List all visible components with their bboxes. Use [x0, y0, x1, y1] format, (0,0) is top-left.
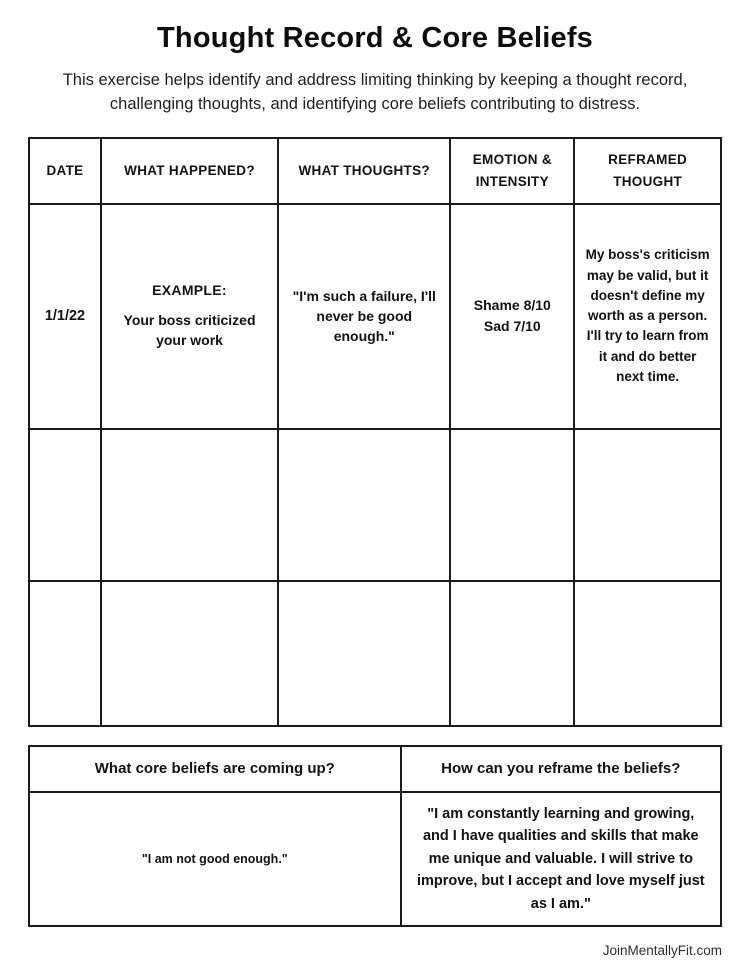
- example-what-thoughts-cell: [278, 204, 450, 429]
- header-what-happened: WHAT HAPPENED?: [101, 138, 278, 204]
- blank-what-thoughts-cell: [278, 429, 450, 581]
- example-emotion-cell: [450, 204, 574, 429]
- core-belief-text: "I am not good enough.": [141, 851, 288, 866]
- blank-reframed-cell: [574, 429, 721, 581]
- page-subtitle: This exercise helps identify and address limiting thinking by keeping a thought record, challenging thoughts, and identifying core beliefs contributing to distress.: [62, 71, 688, 113]
- header-core-beliefs: What core beliefs are coming up?: [29, 746, 401, 792]
- record-table-header-row: [29, 138, 721, 204]
- example-event-text: Your boss criticized your work: [123, 312, 256, 349]
- beliefs-table-header-row: [29, 746, 721, 792]
- example-emotion-line1: Shame 8/10: [473, 297, 551, 314]
- blank-what-happened-cell: [101, 429, 278, 581]
- header-reframe-beliefs: How can you reframe the beliefs?: [401, 746, 721, 792]
- example-label: EXAMPLE:: [152, 282, 227, 299]
- reframed-belief-text: "I am constantly learning and growing, and I have qualities and skills that make me unique and valuable. I will strive to improve, but I accept and love myself just as I am.": [416, 805, 705, 912]
- blank-date-cell: [29, 581, 101, 726]
- example-thoughts-text: "I'm such a failure, I'll never be good enough.": [292, 287, 436, 345]
- blank-reframed-cell: [574, 581, 721, 726]
- blank-date-cell: [29, 429, 101, 581]
- example-what-happened-cell: [101, 204, 278, 429]
- example-row: [29, 204, 721, 429]
- thought-record-table: [28, 137, 722, 727]
- example-emotion-line2: Sad 7/10: [483, 318, 541, 335]
- blank-emotion-cell: [450, 429, 574, 581]
- example-date-cell: [29, 204, 101, 429]
- example-reframed-text: My boss's criticism may be valid, but it doesn't define my worth as a person. I'll try to learn from it and do better next time.: [585, 247, 710, 384]
- blank-entry-row: [29, 581, 721, 726]
- beliefs-content-row: [29, 792, 721, 926]
- header-reframed-thought: REFRAMED THOUGHT: [574, 138, 721, 204]
- blank-entry-row: [29, 429, 721, 581]
- header-what-thoughts: WHAT THOUGHTS?: [278, 138, 450, 204]
- header-date: DATE: [29, 138, 101, 204]
- example-date: 1/1/22: [44, 308, 86, 325]
- blank-emotion-cell: [450, 581, 574, 726]
- core-belief-cell: [29, 792, 401, 926]
- core-beliefs-table: [28, 745, 722, 927]
- example-reframed-cell: [574, 204, 721, 429]
- footer-website: JoinMentallyFit.com: [602, 943, 722, 958]
- header-emotion-intensity: EMOTION & INTENSITY: [450, 138, 574, 204]
- blank-what-thoughts-cell: [278, 581, 450, 726]
- page-title: Thought Record & Core Beliefs: [157, 22, 593, 54]
- blank-what-happened-cell: [101, 581, 278, 726]
- reframed-belief-cell: [401, 792, 721, 926]
